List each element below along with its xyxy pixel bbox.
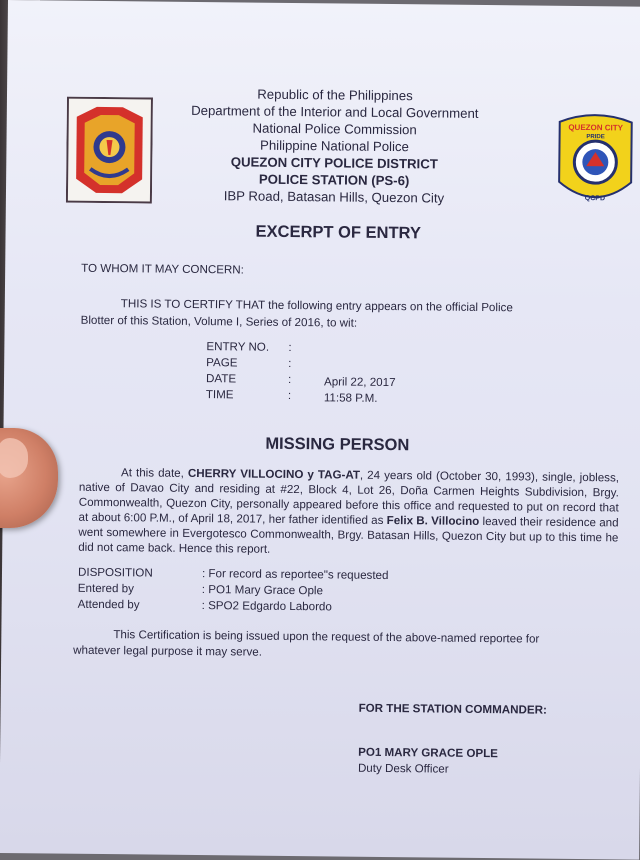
entered-by-value: : PO1 Mary Grace Ople xyxy=(201,583,324,598)
entered-by-label: Entered by xyxy=(77,581,134,596)
svg-text:QCPD: QCPD xyxy=(584,195,606,203)
header-district: QUEZON CITY POLICE DISTRICT xyxy=(230,154,438,172)
header-dilg: Department of the Interior and Local Government xyxy=(191,102,479,121)
thumb-nail xyxy=(0,438,28,478)
certification-line-1: This Certification is being issued upon the request of the above-named reportee for xyxy=(113,628,540,646)
header-napolcom: National Police Commission xyxy=(252,120,417,138)
signatory-position: Duty Desk Officer xyxy=(357,761,449,776)
certification-line-2: whatever legal purpose it may serve. xyxy=(73,643,263,659)
certify-line-1: THIS IS TO CERTIFY THAT the following entry appears on the official Police xyxy=(120,297,513,315)
section-title: MISSING PERSON xyxy=(265,434,410,455)
disposition-label: DISPOSITION xyxy=(77,565,153,580)
svg-text:QUEZON CITY: QUEZON CITY xyxy=(568,122,624,133)
date-label: DATE xyxy=(205,372,237,386)
svg-text:PRIDE: PRIDE xyxy=(586,134,605,141)
date-colon: : xyxy=(287,372,292,386)
document-title: EXCERPT OF ENTRY xyxy=(255,222,422,243)
attended-by-value: : SPO2 Edgardo Labordo xyxy=(201,599,332,614)
father-name: Felix B. Villocino xyxy=(386,513,480,528)
time-value: 11:58 P.M. xyxy=(323,391,378,405)
page-label: PAGE xyxy=(206,356,238,370)
narrative-intro: At this date, xyxy=(120,466,188,480)
entry-no-label: ENTRY NO. xyxy=(206,340,270,354)
header-address: IBP Road, Batasan Hills, Quezon City xyxy=(223,188,445,206)
reportee-name: CHERRY VILLOCINO y TAG-AT xyxy=(187,466,361,482)
narrative-end: leaved their residence and went somewhere in Evergotesco Commonwealth, Brgy. Batasan Hills, Quezon City but up to this time he did not came back. Hence this report. xyxy=(78,514,619,556)
time-colon: : xyxy=(287,388,292,402)
certify-line-2: Blotter of this Station, Volume I, Series of 2016, to wit: xyxy=(80,313,358,330)
pnp-seal-logo xyxy=(66,97,153,204)
disposition-value: : For record as reportee"s requested xyxy=(201,567,389,583)
header-pnp: Philippine National Police xyxy=(259,137,409,155)
narrative-paragraph xyxy=(78,465,619,561)
salutation: TO WHOM IT MAY CONCERN: xyxy=(81,261,245,277)
header-station: POLICE STATION (PS-6) xyxy=(258,171,410,189)
qcpd-seal-logo xyxy=(553,112,638,213)
time-label: TIME xyxy=(205,388,234,402)
page-colon: : xyxy=(288,356,292,370)
for-station-commander: FOR THE STATION COMMANDER: xyxy=(358,701,547,717)
entry-no-colon: : xyxy=(288,340,292,354)
signatory-name: PO1 MARY GRACE OPLE xyxy=(358,745,498,761)
attended-by-label: Attended by xyxy=(77,597,140,612)
narrative-body: , 24 years old (October 30, 1993), single, jobless, native of Davao City and residing at #22, Block 4, Lot 26, Doña Carmen Heights Subdivision, Brgy. Commonwealth, Quezon City, personally appeared before this office and requested to put on record that at about 6:00 P.M., of April 18, 2017, her father identified as xyxy=(78,468,620,527)
date-value: April 22, 2017 xyxy=(323,375,396,390)
header-republic: Republic of the Philippines xyxy=(257,86,413,104)
